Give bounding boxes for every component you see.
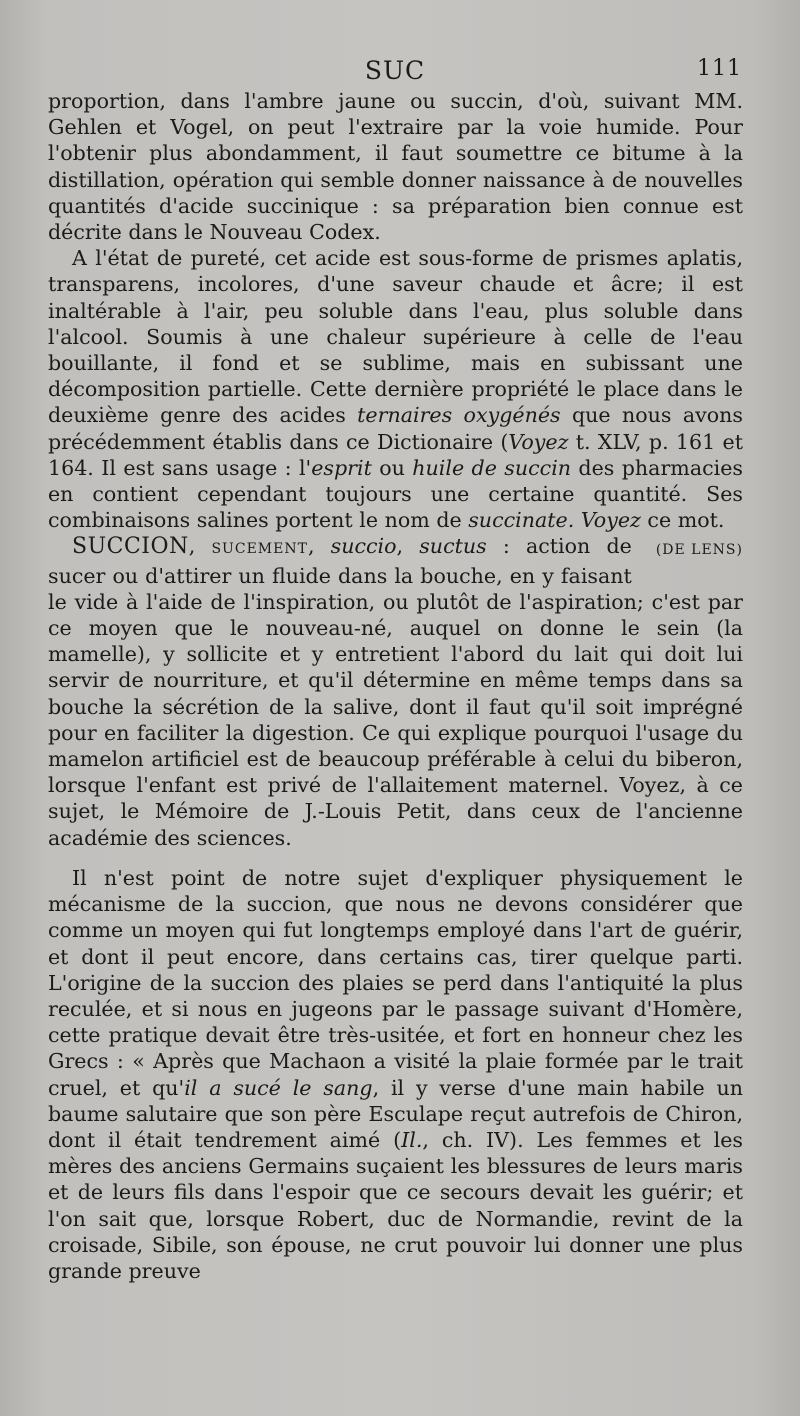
- text: ,: [188, 534, 212, 559]
- italic-term: succinate.: [468, 508, 575, 533]
- latin-term: suctus: [419, 534, 487, 559]
- italic-term: huile de succin: [412, 455, 572, 480]
- text: , ch. IV). Les femmes et les mères des anciens Germains suçaient les blessures de leurs maris et de leurs fils dans l'espoir que ce secours devait les guérir; et l'on sait que, lorsque Robert, duc de Normandie, revint de la croisade, Sibile, son épouse, ne crut pouvoir lui donner une plus grande preuve: [48, 1127, 743, 1283]
- italic-term: Voyez: [580, 508, 641, 533]
- entry-succion: [48, 533, 743, 850]
- italic-term: ternaires oxygénés: [357, 403, 561, 428]
- text: A l'état de pureté, cet acide est sous-forme de prismes aplatis, transparens, incolores, d'une saveur chaude et âcre; il est inaltérable à l'air, peu soluble dans l'eau, plus soluble dans l'alcool. Soumis à une chaleur supérieure à celle de l'eau bouillante, il fond et se sublime, mais en subissant une décomposition partielle. Cette dernière propriété le place dans le deuxième genre des acides: [48, 246, 743, 428]
- running-head: SUC: [364, 56, 426, 85]
- latin-term: succio: [330, 534, 397, 559]
- italic-term: Voyez: [508, 429, 569, 454]
- text: : action de sucer ou d'attirer un fluide dans la bouche, en y faisant le vide à l'aide de l'inspiration, ou plutôt de l'aspiration; c'est par ce moyen que le nouveau-né, auquel on donne le sein (la mamelle), y sollicite et y entretient l'abord du lait qui doit lui servir de nourriture, et qu'il détermine en même temps dans sa bouche la sécrétion de la salive, dont il faut qu'il soit imprégné pour en faciliter la digestion. Ce qui explique pourquoi l'usage du mamelon artificiel est de beaucoup préférable à celui du biberon, lorsque l'enfant est privé de l'allaitement maternel. Voyez, à ce sujet, le Mémoire de J.-Louis Petit, dans ceux de l'ancienne académie des sciences.: [48, 534, 743, 850]
- italic-citation: Il.: [401, 1127, 423, 1152]
- italic-quote: il a sucé le sang: [184, 1075, 373, 1100]
- text: des pharmacies en contient cependant toujours une certaine quantité. Ses combinaisons salines portent le nom de: [48, 455, 743, 533]
- entry-headword: SUCCION: [72, 534, 189, 560]
- text: , il y verse d'une main habile un baume salutaire que son père Esculape reçut autrefois de Chiron, dont il était tendrement aimé (: [48, 1075, 744, 1152]
- page-header: [48, 56, 742, 90]
- text: ,: [307, 534, 331, 559]
- author-byline: (DE LENS): [655, 542, 743, 559]
- text: ou: [371, 455, 413, 480]
- text: Il n'est point de notre sujet d'expliquer physiquement le mécanisme de la succion, que nous ne devons considérer que comme un moyen qui fut longtemps employé dans l'art de guérir, et dont il peut encore, dans certains cas, tirer quelque parti. L'origine de la succion des plaies se perd dans l'antiquité la plus reculée, et si nous en jugeons par le passage suivant d'Homère, cette pratique devait être très-usitée, et fort en honneur chez les Grecs : « Après que Machaon a visité la plaie formée par le trait cruel, et qu': [48, 865, 743, 1100]
- paragraph-history: [48, 865, 743, 1284]
- page-body: [48, 88, 743, 1284]
- text: que nous avons précédemment établis dans ce Dictionaire (: [48, 403, 743, 454]
- page-number: 111: [697, 56, 742, 81]
- text: proportion, dans l'ambre jaune ou succin, d'où, suivant MM. Gehlen et Vogel, on peut l'extraire par la voie humide. Pour l'obtenir plus abondamment, il faut soumettre ce bitume à la distillation, opération qui semble donner naissance à de nouvelles quantités d'acide succinique : sa préparation bien connue est décrite dans le Nouveau Codex.: [48, 89, 743, 245]
- paragraph-acid-preparation: [48, 88, 743, 245]
- entry-synonym: SUCEMENT: [211, 541, 308, 558]
- italic-term: esprit: [311, 455, 372, 480]
- text: ce mot.: [640, 508, 725, 533]
- text: ,: [396, 534, 420, 559]
- text: t. XLV, p. 161 et 164. Il est sans usage : l': [48, 429, 743, 480]
